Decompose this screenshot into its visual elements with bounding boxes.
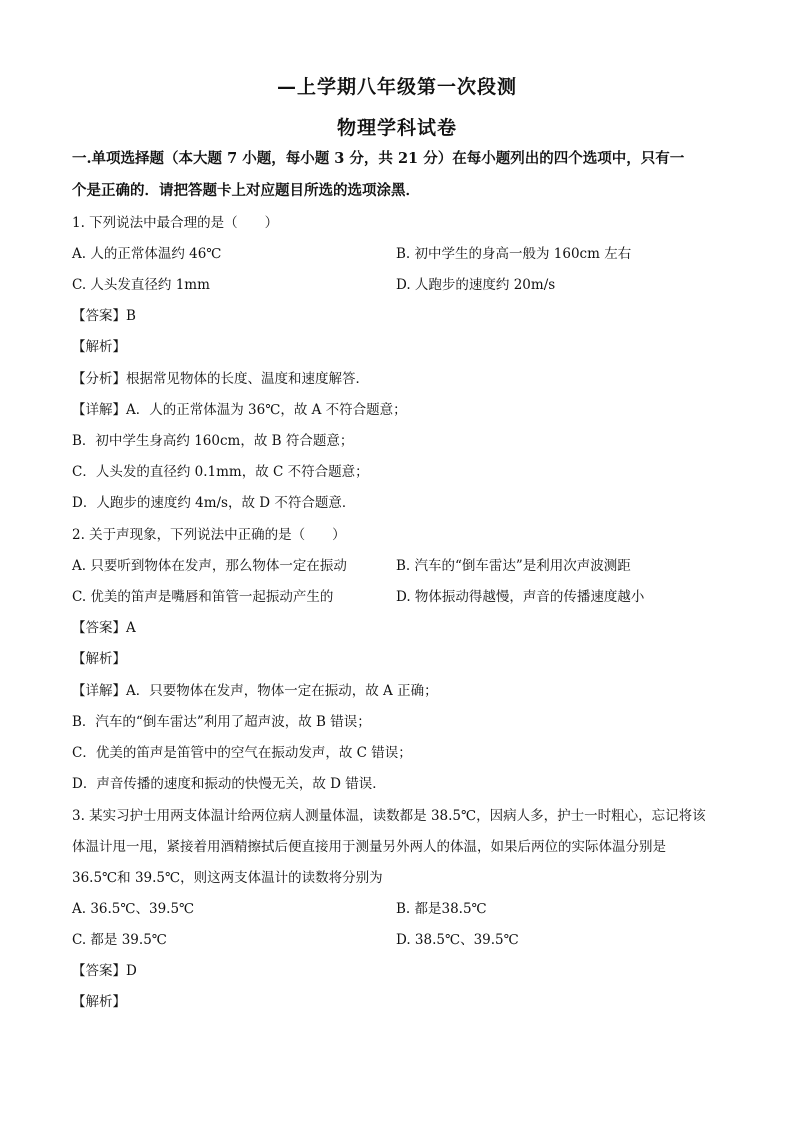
q1-detail-2: B．初中学生身高约 160cm，故 B 符合题意； <box>72 433 354 449</box>
q3-stem-line2: 体温计甩一甩，紧接着用酒精擦拭后便直接用于测量另外两人的体温，如果后两位的实际体温分别是 <box>72 839 666 855</box>
q2-option-d: D. 物体振动得越慢，声音的传播速度越小 <box>396 589 645 605</box>
q1-analysis: 【分析】根据常见物体的长度、温度和速度解答． <box>72 371 369 387</box>
q2-option-b: B. 汽车的“倒车雷达”是利用次声波测距 <box>396 558 631 574</box>
q3-stem-line1: 3. 某实习护士用两支体温计给两位病人测量体温，读数都是 38.5℃，因病人多，护士一时粗心，忘记将该 <box>72 808 706 824</box>
q2-option-c: C. 优美的笛声是嘴唇和笛管一起振动产生的 <box>72 589 334 605</box>
q1-option-b: B. 初中学生的身高一般为 160cm 左右 <box>396 246 632 262</box>
q2-stem: 2. 关于声现象，下列说法中正确的是（ ） <box>72 527 346 543</box>
page-subtitle: 物理学科试卷 <box>336 117 457 139</box>
page-title: —上学期八年级第一次段测 <box>276 76 517 98</box>
q2-detail-3: C．优美的笛声是笛管中的空气在振动发声，故 C 错误； <box>72 745 412 761</box>
q1-detail-3: C．人头发的直径约 0.1mm，故 C 不符合题意； <box>72 464 369 480</box>
q2-analysis-label: 【解析】 <box>72 651 126 667</box>
q1-option-c: C. 人头发直径约 1mm <box>72 277 210 293</box>
q1-analysis-label: 【解析】 <box>72 339 126 355</box>
q1-option-a: A. 人的正常体温约 46℃ <box>72 246 222 262</box>
q2-option-a: A. 只要听到物体在发声，那么物体一定在振动 <box>72 558 347 574</box>
q1-option-d: D. 人跑步的速度约 20m/s <box>396 277 556 293</box>
q2-detail-4: D．声音传播的速度和振动的快慢无关，故 D 错误． <box>72 776 386 792</box>
q2-answer: 【答案】A <box>72 620 136 636</box>
section-heading-line2: 个是正确的．请把答题卡上对应题目所选的选项涂黑． <box>72 182 420 199</box>
q3-analysis-label: 【解析】 <box>72 994 126 1010</box>
q3-stem-line3: 36.5℃和 39.5℃，则这两支体温计的读数将分别为 <box>72 870 383 886</box>
q3-option-b: B. 都是38.5℃ <box>396 901 487 917</box>
q3-option-d: D. 38.5℃、39.5℃ <box>396 932 519 948</box>
q1-stem: 1. 下列说法中最合理的是（ ） <box>72 215 279 231</box>
q3-answer: 【答案】D <box>72 963 137 979</box>
q3-option-a: A. 36.5℃、39.5℃ <box>72 901 195 917</box>
q3-option-c: C. 都是 39.5℃ <box>72 932 167 948</box>
q2-detail-1: 【详解】A．只要物体在发声，物体一定在振动，故 A 正确； <box>72 683 438 699</box>
q1-answer: 【答案】B <box>72 308 136 324</box>
q2-detail-2: B．汽车的“倒车雷达”利用了超声波，故 B 错误； <box>72 714 371 730</box>
q1-detail-4: D．人跑步的速度约 4m/s，故 D 不符合题意． <box>72 495 356 511</box>
section-heading-line1: 一.单项选择题（本大题 7 小题，每小题 3 分，共 21 分）在每小题列出的四个选项中，只有一 <box>72 150 685 167</box>
q1-detail-1: 【详解】A．人的正常体温为 36℃，故 A 不符合题意； <box>72 402 407 418</box>
